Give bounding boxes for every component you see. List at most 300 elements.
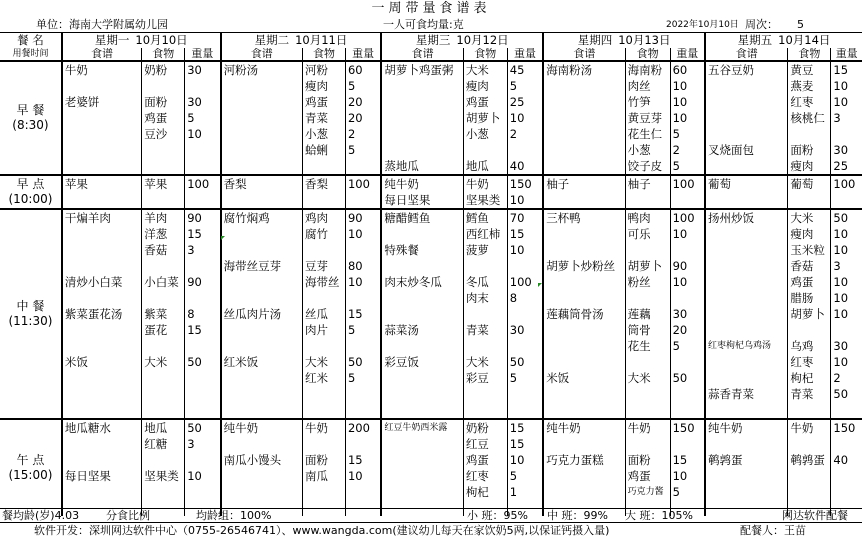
food-weight: 150 — [670, 419, 705, 436]
food-weight: 10 — [345, 274, 381, 290]
food-weight: 10 — [670, 94, 705, 110]
food-item: 地瓜 — [142, 419, 185, 436]
dish-name: 纯牛奶 — [381, 175, 463, 192]
dish-name: 香梨 — [221, 175, 303, 192]
food-weight: 10 — [831, 274, 862, 290]
dish-name: 河粉汤 — [221, 61, 303, 78]
food-weight — [345, 192, 381, 209]
dish-name — [381, 468, 463, 484]
food-weight: 25 — [831, 158, 862, 175]
dish-name — [62, 290, 142, 306]
food-weight: 40 — [507, 158, 543, 175]
food-weight: 10 — [507, 242, 543, 258]
food-weight: 50 — [345, 354, 381, 370]
food-weight: 15 — [507, 226, 543, 242]
dish-name — [381, 452, 463, 468]
food-item: 小葱 — [625, 142, 670, 158]
dish-name — [381, 78, 463, 94]
dish-name: 柚子 — [543, 175, 625, 192]
food-weight: 20 — [670, 322, 705, 338]
dish-name — [62, 322, 142, 338]
food-item: 牛奶 — [788, 419, 831, 436]
food-item: 羊肉 — [142, 209, 185, 226]
food-item — [463, 338, 507, 354]
food-item: 红枣 — [788, 94, 831, 110]
food-weight: 100 — [670, 209, 705, 226]
food-item: 青菜 — [302, 110, 345, 126]
dish-name — [62, 402, 142, 419]
food-item — [302, 484, 345, 500]
dish-name — [381, 436, 463, 452]
dish-name — [543, 94, 625, 110]
food-weight — [345, 242, 381, 258]
food-item: 莲藕 — [625, 306, 670, 322]
dish-name — [381, 306, 463, 322]
food-weight: 10 — [831, 242, 862, 258]
day-header-3 — [381, 32, 543, 48]
food-weight: 10 — [831, 78, 862, 94]
food-item: 红枣 — [463, 468, 507, 484]
dish-name — [381, 338, 463, 354]
dish-name — [381, 484, 463, 500]
col-dish-header: 食谱 — [543, 48, 625, 61]
food-weight: 5 — [507, 370, 543, 386]
food-item: 牛奶 — [302, 419, 345, 436]
dish-name — [705, 158, 788, 175]
food-weight: 5 — [345, 78, 381, 94]
food-item: 饺子皮 — [625, 158, 670, 175]
food-weight: 5 — [670, 126, 705, 142]
food-item: 肉片 — [302, 322, 345, 338]
day-header-5 — [705, 32, 862, 48]
col-food-header: 食物 — [302, 48, 345, 61]
dish-name: 叉烧面包 — [705, 142, 788, 158]
day-date: 10月13日 — [618, 32, 671, 47]
dish-name — [543, 192, 625, 209]
food-weight: 25 — [507, 94, 543, 110]
food-weight: 5 — [670, 484, 705, 500]
day-name: 星期二 — [254, 32, 290, 47]
food-item — [302, 192, 345, 209]
food-item: 瘦肉 — [788, 158, 831, 175]
dish-name — [221, 242, 303, 258]
food-item: 瘦肉 — [463, 78, 507, 94]
food-weight: 50 — [831, 209, 862, 226]
day-name: 星期三 — [415, 32, 451, 47]
dish-name — [705, 192, 788, 209]
meal-time: (10:00) — [8, 192, 53, 206]
food-weight: 10 — [670, 78, 705, 94]
food-weight: 60 — [345, 61, 381, 78]
dish-name: 胡萝卜鸡蛋粥 — [381, 61, 463, 78]
dish-name — [221, 338, 303, 354]
food-item — [142, 386, 185, 402]
food-item — [463, 386, 507, 402]
dish-name — [705, 274, 788, 290]
food-weight — [185, 158, 221, 175]
dish-name: 五谷豆奶 — [705, 61, 788, 78]
food-weight — [831, 468, 862, 484]
food-item — [788, 126, 831, 142]
food-item: 玉米粒 — [788, 242, 831, 258]
col-food-header: 食物 — [463, 48, 507, 61]
food-weight: 40 — [831, 452, 862, 468]
food-item — [142, 484, 185, 500]
food-weight: 10 — [507, 192, 543, 209]
food-weight: 5 — [345, 370, 381, 386]
dish-name — [221, 142, 303, 158]
food-weight: 15 — [345, 452, 381, 468]
food-item — [302, 386, 345, 402]
food-item — [142, 402, 185, 419]
food-item: 鸡蛋 — [302, 94, 345, 110]
food-weight: 30 — [185, 94, 221, 110]
food-item — [788, 484, 831, 500]
food-item: 牛奶 — [463, 175, 507, 192]
food-item — [625, 386, 670, 402]
dish-name — [62, 436, 142, 452]
food-weight: 60 — [670, 61, 705, 78]
per-person-label: 一人可食均量:克 — [383, 18, 464, 31]
food-weight — [345, 402, 381, 419]
dish-name — [221, 78, 303, 94]
dish-name — [381, 226, 463, 242]
food-weight — [670, 386, 705, 402]
food-weight: 100 — [185, 175, 221, 192]
food-weight: 8 — [185, 306, 221, 322]
ratio-large: 大 班：105% — [625, 509, 693, 522]
meal-time: (15:00) — [8, 468, 53, 482]
food-item: 大米 — [625, 370, 670, 386]
food-item — [788, 192, 831, 209]
food-item — [302, 402, 345, 419]
food-weight — [185, 258, 221, 274]
food-item: 香菇 — [142, 242, 185, 258]
food-item: 腐竹 — [302, 226, 345, 242]
dish-name — [705, 226, 788, 242]
food-weight — [345, 484, 381, 500]
food-item: 胡萝卜 — [788, 306, 831, 322]
food-item: 苹果 — [142, 175, 185, 192]
food-item: 紫菜 — [142, 306, 185, 322]
food-item: 冬瓜 — [463, 274, 507, 290]
dish-name: 纯牛奶 — [543, 419, 625, 436]
dish-name: 糖醋鳕鱼 — [381, 209, 463, 226]
dish-name: 红米饭 — [221, 354, 303, 370]
dish-name — [543, 274, 625, 290]
dish-name — [381, 110, 463, 126]
food-item: 柚子 — [625, 175, 670, 192]
col-food-header: 食物 — [788, 48, 831, 61]
food-weight: 10 — [345, 468, 381, 484]
meal-time: (8:30) — [12, 118, 49, 132]
meal-name: 早 点 — [16, 177, 45, 191]
food-item: 地瓜 — [463, 158, 507, 175]
dish-name — [62, 126, 142, 142]
dish-name — [543, 158, 625, 175]
food-item: 蛋花 — [142, 322, 185, 338]
food-weight: 15 — [185, 322, 221, 338]
food-item: 南瓜 — [302, 468, 345, 484]
food-item: 核桃仁 — [788, 110, 831, 126]
dish-name — [221, 226, 303, 242]
dish-name — [381, 402, 463, 419]
food-weight: 10 — [831, 354, 862, 370]
dish-name — [221, 370, 303, 386]
food-weight: 30 — [185, 61, 221, 78]
dish-name — [381, 126, 463, 142]
food-item: 鸭肉 — [625, 209, 670, 226]
day-name: 星期一 — [94, 32, 130, 47]
dish-name: 苹果 — [62, 175, 142, 192]
dish-name — [62, 484, 142, 500]
dish-name — [221, 386, 303, 402]
dish-name — [221, 94, 303, 110]
food-item: 小葱 — [302, 126, 345, 142]
food-item — [142, 338, 185, 354]
food-item: 鹌鹑蛋 — [788, 452, 831, 468]
food-item: 青菜 — [788, 386, 831, 402]
food-item: 枸杞 — [788, 370, 831, 386]
food-item: 燕麦 — [788, 78, 831, 94]
food-weight: 50 — [670, 370, 705, 386]
dish-name: 老婆饼 — [62, 94, 142, 110]
dish-name: 莲藕筒骨汤 — [543, 306, 625, 322]
day-name: 星期五 — [737, 32, 773, 47]
col-food-header: 食物 — [142, 48, 185, 61]
food-weight: 5 — [185, 110, 221, 126]
dish-name — [381, 94, 463, 110]
food-weight: 100 — [831, 175, 862, 192]
food-weight: 10 — [670, 110, 705, 126]
weekly-menu-table — [0, 32, 862, 516]
food-item — [302, 158, 345, 175]
food-weight — [185, 370, 221, 386]
food-weight: 30 — [831, 338, 862, 354]
food-weight — [831, 402, 862, 419]
food-weight: 10 — [831, 306, 862, 322]
dish-name — [62, 242, 142, 258]
food-weight: 50 — [831, 386, 862, 402]
meal-name: 中 餐 — [16, 299, 45, 313]
food-item — [625, 192, 670, 209]
dish-name — [543, 338, 625, 354]
dish-name — [543, 436, 625, 452]
food-weight: 5 — [345, 322, 381, 338]
food-weight — [185, 452, 221, 468]
dish-name — [62, 110, 142, 126]
food-item: 大米 — [302, 354, 345, 370]
meal-name: 午 点 — [16, 453, 45, 467]
food-weight: 10 — [345, 226, 381, 242]
food-item — [788, 322, 831, 338]
food-weight — [507, 386, 543, 402]
dish-name: 扬州炒饭 — [705, 209, 788, 226]
dish-name: 腐竹焖鸡 — [221, 209, 303, 226]
food-item: 彩豆 — [463, 370, 507, 386]
col-weight-header: 重量 — [831, 48, 862, 61]
food-item: 巧克力酱 — [625, 484, 670, 500]
food-item — [302, 338, 345, 354]
food-item — [142, 78, 185, 94]
food-item: 青菜 — [463, 322, 507, 338]
food-weight: 90 — [185, 274, 221, 290]
food-item: 小白菜 — [142, 274, 185, 290]
food-weight: 50 — [185, 419, 221, 436]
avg-age: 餐均龄(岁)4.03 — [2, 509, 80, 522]
food-item: 面粉 — [142, 94, 185, 110]
food-item: 红糖 — [142, 436, 185, 452]
meal-time-header: 用餐时间 — [0, 48, 62, 61]
food-item: 腊肠 — [788, 290, 831, 306]
dish-name: 特殊餐 — [381, 242, 463, 258]
food-item: 鸡蛋 — [142, 110, 185, 126]
food-item — [142, 158, 185, 175]
ratio-label: 分食比例 — [106, 509, 150, 522]
food-item: 香菇 — [788, 258, 831, 274]
dish-name — [543, 78, 625, 94]
day-header-2 — [221, 32, 382, 48]
dish-name: 清炒小白菜 — [62, 274, 142, 290]
food-weight — [507, 306, 543, 322]
dish-name — [381, 370, 463, 386]
meal-name-cell-1 — [0, 61, 62, 175]
food-item: 可乐 — [625, 226, 670, 242]
food-item: 粉丝 — [625, 274, 670, 290]
day-date: 10月14日 — [778, 32, 831, 47]
dish-name — [381, 142, 463, 158]
food-item — [625, 436, 670, 452]
food-weight — [507, 142, 543, 158]
food-weight: 70 — [507, 209, 543, 226]
dish-name — [62, 386, 142, 402]
col-weight-header: 重量 — [185, 48, 221, 61]
food-item: 香梨 — [302, 175, 345, 192]
food-weight — [185, 142, 221, 158]
food-weight — [507, 258, 543, 274]
dish-name — [381, 258, 463, 274]
meal-name: 早 餐 — [16, 103, 45, 117]
dish-name: 巧克力蛋糕 — [543, 452, 625, 468]
day-date: 10月11日 — [295, 32, 348, 47]
meal-time: (11:30) — [8, 314, 53, 328]
food-item — [788, 468, 831, 484]
food-item: 胡萝卜 — [463, 110, 507, 126]
food-weight: 15 — [507, 419, 543, 436]
meal-name-cell-4 — [0, 419, 62, 516]
food-item — [142, 370, 185, 386]
food-item: 鸡肉 — [302, 209, 345, 226]
food-item: 筒骨 — [625, 322, 670, 338]
week-label: 周次： — [745, 18, 778, 31]
ratio-middle: 中 班：99% — [547, 509, 608, 522]
food-weight — [831, 484, 862, 500]
food-weight: 15 — [185, 226, 221, 242]
dish-name — [543, 126, 625, 142]
food-weight: 5 — [507, 468, 543, 484]
food-weight: 20 — [345, 110, 381, 126]
food-item — [625, 242, 670, 258]
food-weight: 10 — [507, 452, 543, 468]
dish-name: 牛奶 — [62, 61, 142, 78]
dish-name: 南瓜小馒头 — [221, 452, 303, 468]
dish-name: 蒜香青菜 — [705, 386, 788, 402]
food-weight: 1 — [507, 484, 543, 500]
food-item: 肉丝 — [625, 78, 670, 94]
food-weight: 15 — [507, 436, 543, 452]
dish-name — [62, 258, 142, 274]
unit-label: 单位：海南大学附属幼儿园 — [36, 18, 168, 31]
food-item — [142, 192, 185, 209]
dish-name: 纯牛奶 — [221, 419, 303, 436]
dish-name — [705, 258, 788, 274]
food-weight: 10 — [831, 290, 862, 306]
dish-name — [221, 468, 303, 484]
food-item: 豆芽 — [302, 258, 345, 274]
day-date: 10月12日 — [456, 32, 509, 47]
col-weight-header: 重量 — [507, 48, 543, 61]
food-weight: 15 — [670, 452, 705, 468]
dish-name: 彩豆饭 — [381, 354, 463, 370]
dish-name — [221, 322, 303, 338]
food-weight: 10 — [670, 468, 705, 484]
col-weight-header: 重量 — [345, 48, 381, 61]
col-dish-header: 食谱 — [62, 48, 142, 61]
food-item: 奶粉 — [142, 61, 185, 78]
week-number: 5 — [797, 18, 804, 31]
dish-name: 蒸地瓜 — [381, 158, 463, 175]
food-item: 小葱 — [463, 126, 507, 142]
food-item: 面粉 — [302, 452, 345, 468]
dish-name — [221, 484, 303, 500]
food-weight: 10 — [831, 226, 862, 242]
food-weight — [670, 402, 705, 419]
food-item: 黄豆 — [788, 61, 831, 78]
food-weight: 10 — [507, 110, 543, 126]
comment-marker — [538, 283, 542, 287]
food-item: 葡萄 — [788, 175, 831, 192]
col-dish-header: 食谱 — [221, 48, 303, 61]
food-item — [625, 290, 670, 306]
ratio-small: 小 班：95% — [467, 509, 528, 522]
food-weight — [670, 354, 705, 370]
food-item: 大米 — [463, 354, 507, 370]
food-item: 花生 — [625, 338, 670, 354]
food-weight: 10 — [670, 226, 705, 242]
dish-name: 米饭 — [543, 370, 625, 386]
food-weight: 10 — [185, 126, 221, 142]
food-item: 蛤蜊 — [302, 142, 345, 158]
food-weight: 5 — [670, 158, 705, 175]
food-weight: 30 — [507, 322, 543, 338]
software-label: 网达软件配餐 — [782, 509, 848, 522]
food-item: 鸡蛋 — [625, 468, 670, 484]
food-weight — [831, 126, 862, 142]
food-item: 面粉 — [788, 142, 831, 158]
food-weight: 90 — [185, 209, 221, 226]
food-weight: 90 — [670, 258, 705, 274]
food-weight: 2 — [345, 126, 381, 142]
food-item — [788, 402, 831, 419]
dish-name — [705, 322, 788, 338]
comment-marker — [221, 236, 225, 240]
food-weight: 150 — [831, 419, 862, 436]
food-weight: 200 — [345, 419, 381, 436]
dish-name: 胡萝卜炒粉丝 — [543, 258, 625, 274]
food-weight — [345, 158, 381, 175]
food-weight: 5 — [507, 78, 543, 94]
food-weight: 15 — [831, 61, 862, 78]
